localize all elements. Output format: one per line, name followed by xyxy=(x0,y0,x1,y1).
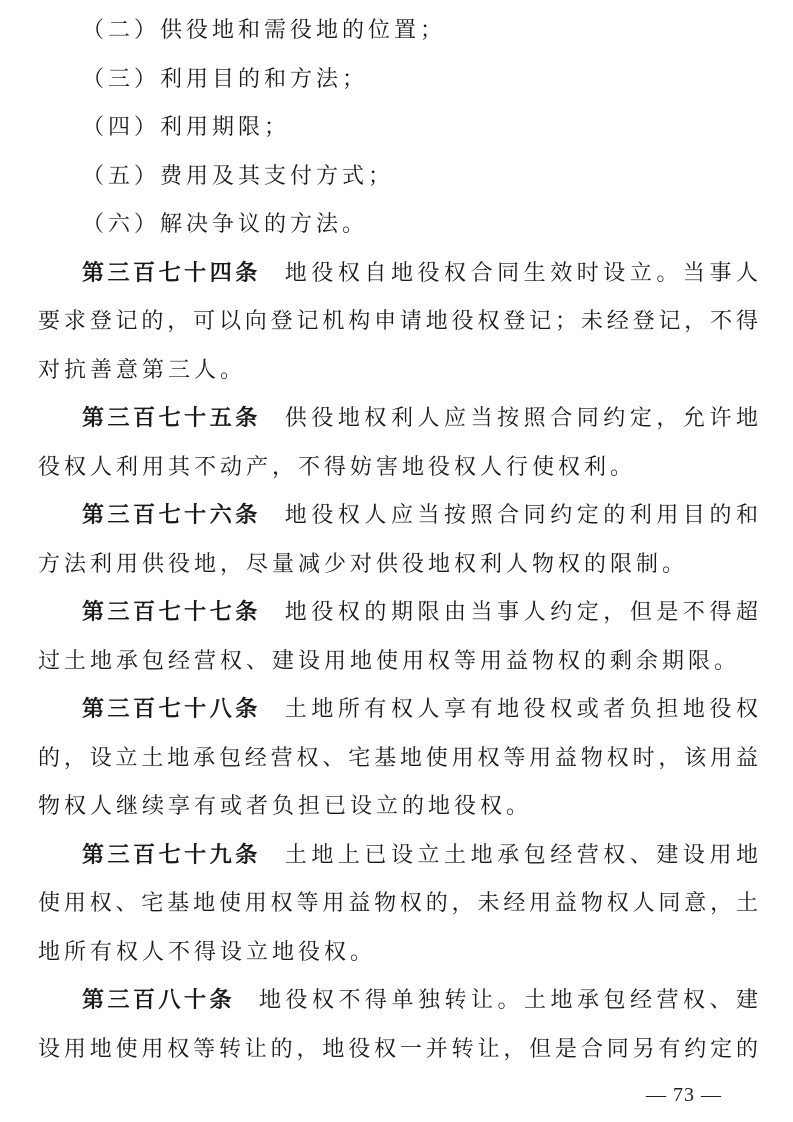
article-text-line: 要求登记的，可以向登记机构申请地役权登记；未经登记，不得 xyxy=(38,309,760,334)
article-text: 供役地权利人应当按照合同约定，允许地 xyxy=(284,406,760,431)
article-text: 地役权不得单独转让。土地承包经营权、建 xyxy=(259,988,760,1013)
article-number: 第三百七十六条 xyxy=(82,503,261,528)
article-375-first-line xyxy=(38,395,760,444)
article-text-line: 方法利用供役地，尽量减少对供役地权利人物权的限制。 xyxy=(38,551,689,577)
article-376-first-line xyxy=(38,492,760,541)
article-text: 地役权的期限由当事人约定，但是不得超 xyxy=(284,600,760,625)
article-text: 地役权人应当按照合同约定的利用目的和 xyxy=(284,503,760,528)
list-item: （六）解决争议的方法。 xyxy=(82,212,369,237)
article-text-line: 过土地承包经营权、建设用地使用权等用益物权的剩余期限。 xyxy=(38,648,741,674)
article-379-first-line xyxy=(38,832,760,881)
article-text-line: 地所有权人不得设立地役权。 xyxy=(38,939,377,965)
document-body xyxy=(38,7,760,1074)
article-number: 第三百七十四条 xyxy=(82,260,261,286)
article-number: 第三百七十七条 xyxy=(82,600,261,625)
list-item: （五）费用及其支付方式； xyxy=(82,163,395,189)
article-text: 土地上已设立土地承包经营权、建设用地 xyxy=(284,842,760,868)
list-item: （二）供役地和需役地的位置； xyxy=(82,18,447,43)
article-number: 第三百七十五条 xyxy=(82,406,261,431)
article-378-first-line xyxy=(38,686,760,735)
article-377-first-line xyxy=(38,589,760,638)
article-380-first-line xyxy=(38,977,760,1026)
article-374-first-line xyxy=(38,250,760,299)
article-text-line: 对抗善意第三人。 xyxy=(38,357,247,383)
article-text-line: 使用权、宅基地使用权等用益物权的，未经用益物权人同意，土 xyxy=(38,891,760,916)
article-text-line: 役权人利用其不动产，不得妨害地役权人行使权利。 xyxy=(38,454,637,480)
article-text: 地役权自地役权合同生效时设立。当事人 xyxy=(284,260,760,286)
article-text-line: 设用地使用权等转让的，地役权一并转让，但是合同另有约定的 xyxy=(38,1036,760,1062)
list-item: （四）利用期限； xyxy=(82,115,291,140)
article-number: 第三百七十九条 xyxy=(82,842,261,868)
article-text: 土地所有权人享有地役权或者负担地役权 xyxy=(284,697,760,722)
list-item: （三）利用目的和方法； xyxy=(82,66,369,92)
page-number: — 73 — xyxy=(646,1084,722,1106)
article-number: 第三百七十八条 xyxy=(82,697,261,722)
article-text-line: 物权人继续享有或者负担已设立的地役权。 xyxy=(38,794,533,819)
article-number: 第三百八十条 xyxy=(82,988,235,1013)
article-text-line: 的，设立土地承包经营权、宅基地使用权等用益物权时，该用益 xyxy=(38,745,760,771)
